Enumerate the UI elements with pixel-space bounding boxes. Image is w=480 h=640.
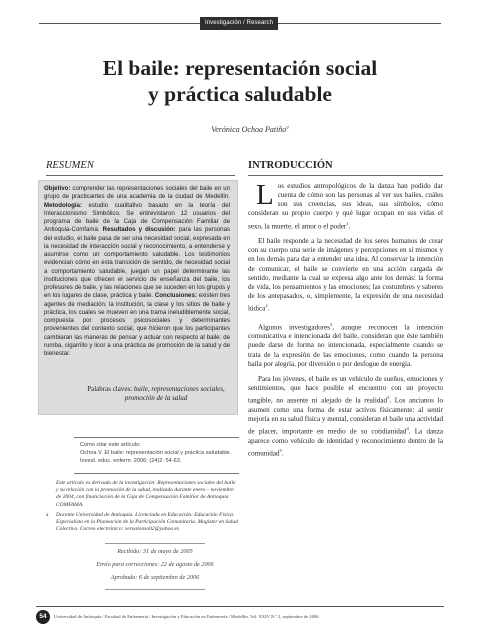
footnote bbox=[46, 480, 238, 509]
reference-mark: 1 bbox=[346, 220, 349, 226]
footnote-mark: a bbox=[46, 511, 49, 518]
footnote-text: Docente Universidad de Antioquia. Licenciada en Educación: Educación Física. Especialista en la Planeación de la Participación Comunitaria. Magister en Salud Colectiva. Correo electrónico: veroalonso02@yahoo.es bbox=[56, 511, 238, 533]
keywords-value: baile, representaciones sociales, promoción de la salud bbox=[124, 385, 225, 402]
objetivo-label: Objetivo: bbox=[44, 185, 71, 192]
footnote bbox=[46, 512, 238, 534]
paragraph-text: . La danza aparece como vehículo de identidad y reconocimiento dentro de la comunidad bbox=[248, 427, 443, 458]
title-line-1: El baile: representación social bbox=[102, 56, 378, 80]
title-line-2: y práctica saludable bbox=[148, 82, 332, 106]
paragraph-text: El baile responde a la necesidad de los seres humanos de crear con su cuerpo una serie de imágenes y percepciones en sí mismos y en los demás para dar a entender una idea. Al conservar la intención de comunicar, el baile se convierte en una acción cargada de sentido, mediante la cual se expresa algo ante los demás: la forma de vida, los pensamientos y las emociones; las costumbres y saberes de los antepasados, o, simplemente, la expresión de una necesidad lúdica bbox=[248, 237, 443, 313]
paragraph-text: . Los ancianos lo asumen como una forma de estar activos físicamente: al sentir mejoría en su salud física y mental, consideran el baile una actividad de placer, importante en medio de su cotidianidad bbox=[248, 396, 444, 436]
abstract-text bbox=[44, 185, 230, 358]
footer-rule bbox=[36, 606, 444, 607]
author bbox=[170, 125, 330, 134]
metodologia-label: Metodología: bbox=[44, 201, 82, 209]
objetivo-text: comprender las representaciones sociales del baile en un grupo de practicantes de una academia de la ciudad de Medellín. bbox=[44, 185, 230, 201]
keywords-label: Palabras claves: bbox=[87, 385, 133, 393]
citation-rule-bottom bbox=[74, 473, 239, 474]
introduccion-heading: INTRODUCCIÓN bbox=[248, 160, 333, 171]
footnote-mark bbox=[46, 480, 56, 509]
dates-rule-top bbox=[105, 543, 205, 544]
citation-label: Cómo citar este artículo: bbox=[80, 442, 141, 448]
paragraph-text: os estudios antropológicos de la danza han podido dar cuenta de cómo son las personas al ver sus bailes, cuáles son sus creencias, sus ideas, sus símbolos, cómo consideran su propio cuerpo y qué lugar ocupan en sus vidas el sexo, la muerte, el amor o el poder bbox=[248, 182, 443, 230]
footer-text: Universidad de Antioquia / Facultad de Enfermería / Investigación y Educación en Enfermería / Medellín, Vol. XXIV N.º 2, septiembre de 2006 bbox=[54, 614, 319, 619]
conclusiones-text: existen tres agentes de mediación: la institución, la clase y los sitios de baile y práctica, los cuales se mueven en una trama ineludiblemente social, compuesta por procesos psicosociales y determinantes provenientes del contexto social, que hicieron que los participantes cambiaran las maneras de pensar y actuar con respecto al baile: de rumba, cigarrillo y licor a una práctica de promoción de la salud y de bienestar. bbox=[44, 292, 230, 357]
reference-mark: 3 bbox=[387, 395, 390, 401]
section-tag: Investigación / Research bbox=[200, 17, 278, 30]
article-dates bbox=[90, 545, 220, 584]
paragraph bbox=[248, 320, 443, 369]
keywords bbox=[86, 385, 226, 403]
metodologia-text: estudio cualitativo basado en la teoría del Interaccionismo Simbólico. Se entrevistaron 12 usuarios del programa de baile de la Caja de Compensación Familiar de Antioquia-Comfama. bbox=[44, 201, 230, 234]
resumen-rule bbox=[46, 175, 235, 176]
author-name: Verónica Ochoa Patiño bbox=[211, 125, 287, 134]
date-corrections: Envío para correcciones: 22 de agosto de 2006 bbox=[96, 561, 214, 568]
reference-mark: 4 bbox=[406, 426, 409, 432]
conclusiones-label: Conclusiones: bbox=[154, 292, 197, 300]
page-number: 54 bbox=[36, 610, 50, 624]
resumen-heading: RESUMEN bbox=[46, 160, 94, 171]
introduccion-body bbox=[248, 179, 444, 464]
citation bbox=[80, 441, 240, 465]
reference-mark: 2 bbox=[265, 303, 268, 309]
date-approved: Aprobado: 6 de septiembre de 2006 bbox=[110, 574, 200, 581]
introduccion-rule bbox=[248, 175, 443, 176]
author-mark: a bbox=[286, 125, 289, 131]
paragraph-text: Algunos investigadores bbox=[258, 323, 330, 332]
reference-mark: 5 bbox=[279, 447, 282, 453]
article-title bbox=[60, 55, 420, 107]
footnotes bbox=[46, 480, 238, 536]
citation-rule-top bbox=[74, 437, 239, 438]
date-received: Recibido: 31 de mayo de 2005 bbox=[117, 548, 193, 555]
paragraph: El baile responde a la necesidad de los seres humanos de crear con su cuerpo una serie de imágenes y percepciones en sí mismos y en los demás para dar a entender una idea. Al conservar la intención de comunicar, el baile se convierte en una acción cargada de sentido, mediante la cual se expresa algo ante los demás: la forma de vida, los pensamientos y las emociones; las costumbres y saberes de los antepasados, o, simplemente, la expresión de una necesidad lúdica$^2$. bbox=[248, 237, 443, 313]
footnote-text: Este artículo es derivado de la investigación: Representaciones sociales del baile y su relación con la promoción de la salud, realizado durante enero – noviembre de 2004, con financiación de la Caja de Compensación Familiar de Antioquia COMFAMA. bbox=[56, 480, 236, 508]
dates-rule-bottom bbox=[105, 589, 205, 590]
resultados-text: para las personas del estudio, el baile pasa de ser una necesidad social, expresada en la necesidad de interacción social y reconocimiento, a entenderse y asumirse como un comportamiento saludable. Los testimonios evidencian cómo en esta transición de sentido, de necesidad social a comportamiento saludable, juegan un papel determinante las instituciones que ofrecen el servicio de enseñanza del baile, los profesores de baile, y las relaciones que se suceden en los grupos y en los lugares de clase, práctica y baile. bbox=[44, 226, 231, 300]
paragraph: Para los jóvenes, el baile es un vehículo de sueños, emociones y sentimientos, que hace posible el encuentro con un proyecto tangible, no ausente ni alejado de la realidad$^3$. Los ancianos lo asumen como una forma de estar activos físicamente: al sentir mejoría en su salud física y mental, consideran el baile una actividad de placer, importante en medio de su cotidianidad$^4$. La danza aparece como vehículo de identidad y reconocimiento dentro de la comunidad$^5$. bbox=[248, 374, 444, 458]
paragraph-text: , aunque reconocen la intención comunicativa e intencionada del baile, consideran que éste también puede darse de forma no intencionada, especialmente cuando se trata de la expresión de las emociones, como cuando la persona baila por alegría, por diversión o por desfogue de energía. bbox=[248, 323, 443, 368]
paragraph-text: Para los jóvenes, el baile es un vehículo de sueños, emociones y sentimientos, que hace posible el encuentro con un proyecto tangible, no ausente ni alejado de la realidad bbox=[248, 374, 443, 405]
resultados-label: Resultados y discusión: bbox=[102, 226, 176, 234]
reference-mark: 3 bbox=[329, 321, 333, 327]
citation-text: Ochoa V. El baile: representación social y práctica saludable. Invest. educ. enferm. 2006; (24)2: 54-63. bbox=[80, 450, 232, 464]
drop-cap: L bbox=[256, 179, 274, 211]
paragraph: Los estudios antropológicos de la danza han podido dar cuenta de cómo son las personas al ver sus bailes, cuáles son sus creencias, sus ideas, sus símbolos, cómo consideran su propio cuerpo y qué lugar ocupan en sus vidas el sexo, la muerte, el amor o el poder$^1$. bbox=[248, 179, 443, 230]
